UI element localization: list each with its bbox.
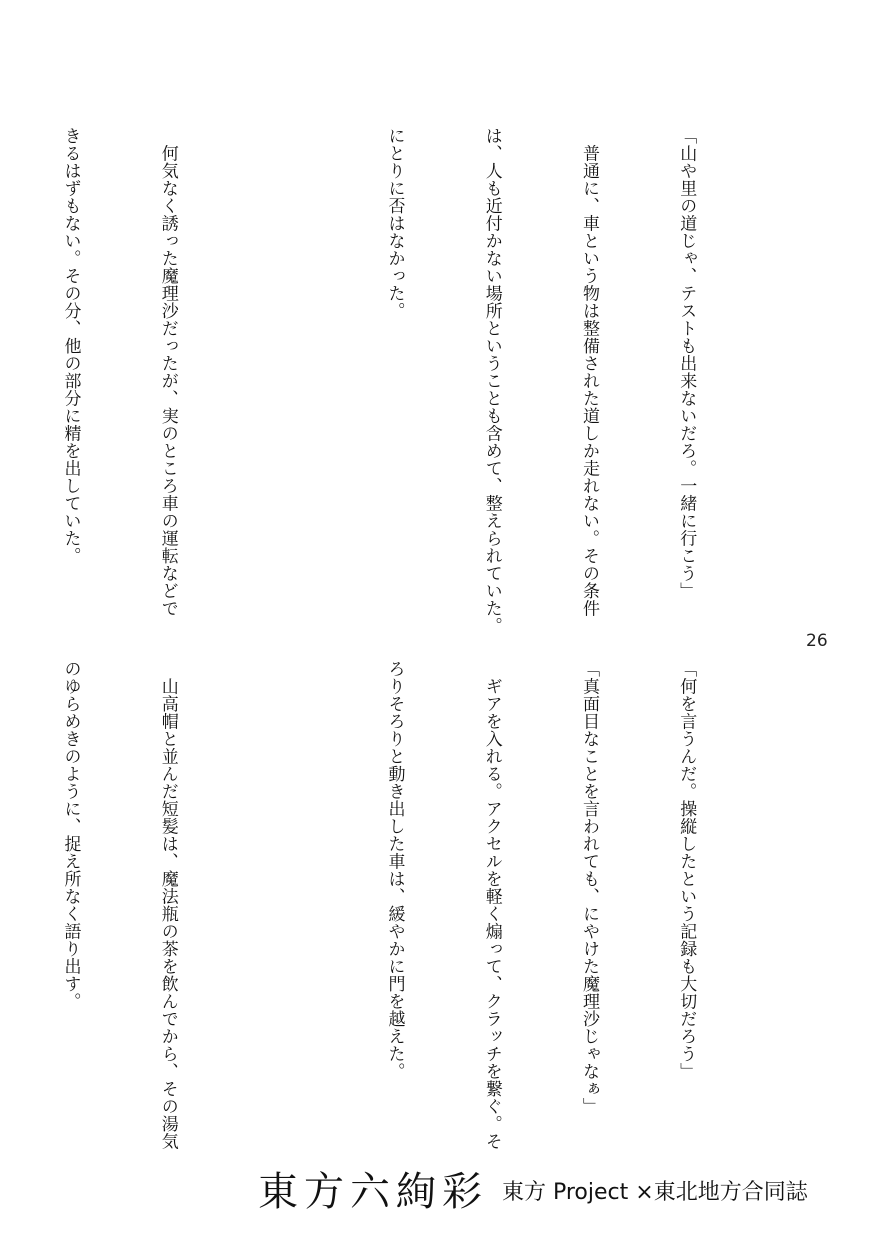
footer — [258, 1160, 808, 1217]
text-line: にとりに否はなかった。 — [384, 127, 405, 320]
text-line: は、人も近付かない場所ということも含めて、整えられていた。 — [481, 127, 502, 635]
text-line: ギアを入れる。アクセルを軽く煽って、クラッチを繋ぐ。そ — [481, 660, 502, 1150]
page-number: 26 — [806, 631, 828, 651]
text-line: ろりそろりと動き出した車は、緩やかに門を越えた。 — [384, 660, 405, 1080]
footer-subtitle: 東方 Project ×東北地方合同誌 — [502, 1180, 808, 1205]
lower-text-block — [60, 660, 767, 1150]
text-line: 何気なく誘った魔理沙だったが、実のところ車の運転などで — [157, 127, 178, 617]
text-line: のゆらめきのように、捉え所なく語り出す。 — [60, 660, 81, 1010]
text-line: 「山や里の道じゃ、テストも出来ないだろ。一緒に行こう」 — [676, 127, 697, 600]
text-line: きるはずもない。その分、他の部分に精を出していた。 — [60, 127, 81, 565]
text-line: 「何を言うんだ。操縦したという記録も大切だろう」 — [676, 660, 697, 1080]
text-line: 「真面目なことを言われても、にやけた魔理沙じゃなぁ」 — [578, 660, 599, 1115]
upper-text-block — [60, 127, 767, 635]
text-line: 山高帽と並んだ短髪は、魔法瓶の茶を飲んでから、その湯気 — [157, 660, 178, 1150]
footer-logo: 東方六絢彩 — [258, 1169, 488, 1215]
text-line: 普通に、車という物は整備された道しか走れない。その条件 — [578, 127, 599, 617]
